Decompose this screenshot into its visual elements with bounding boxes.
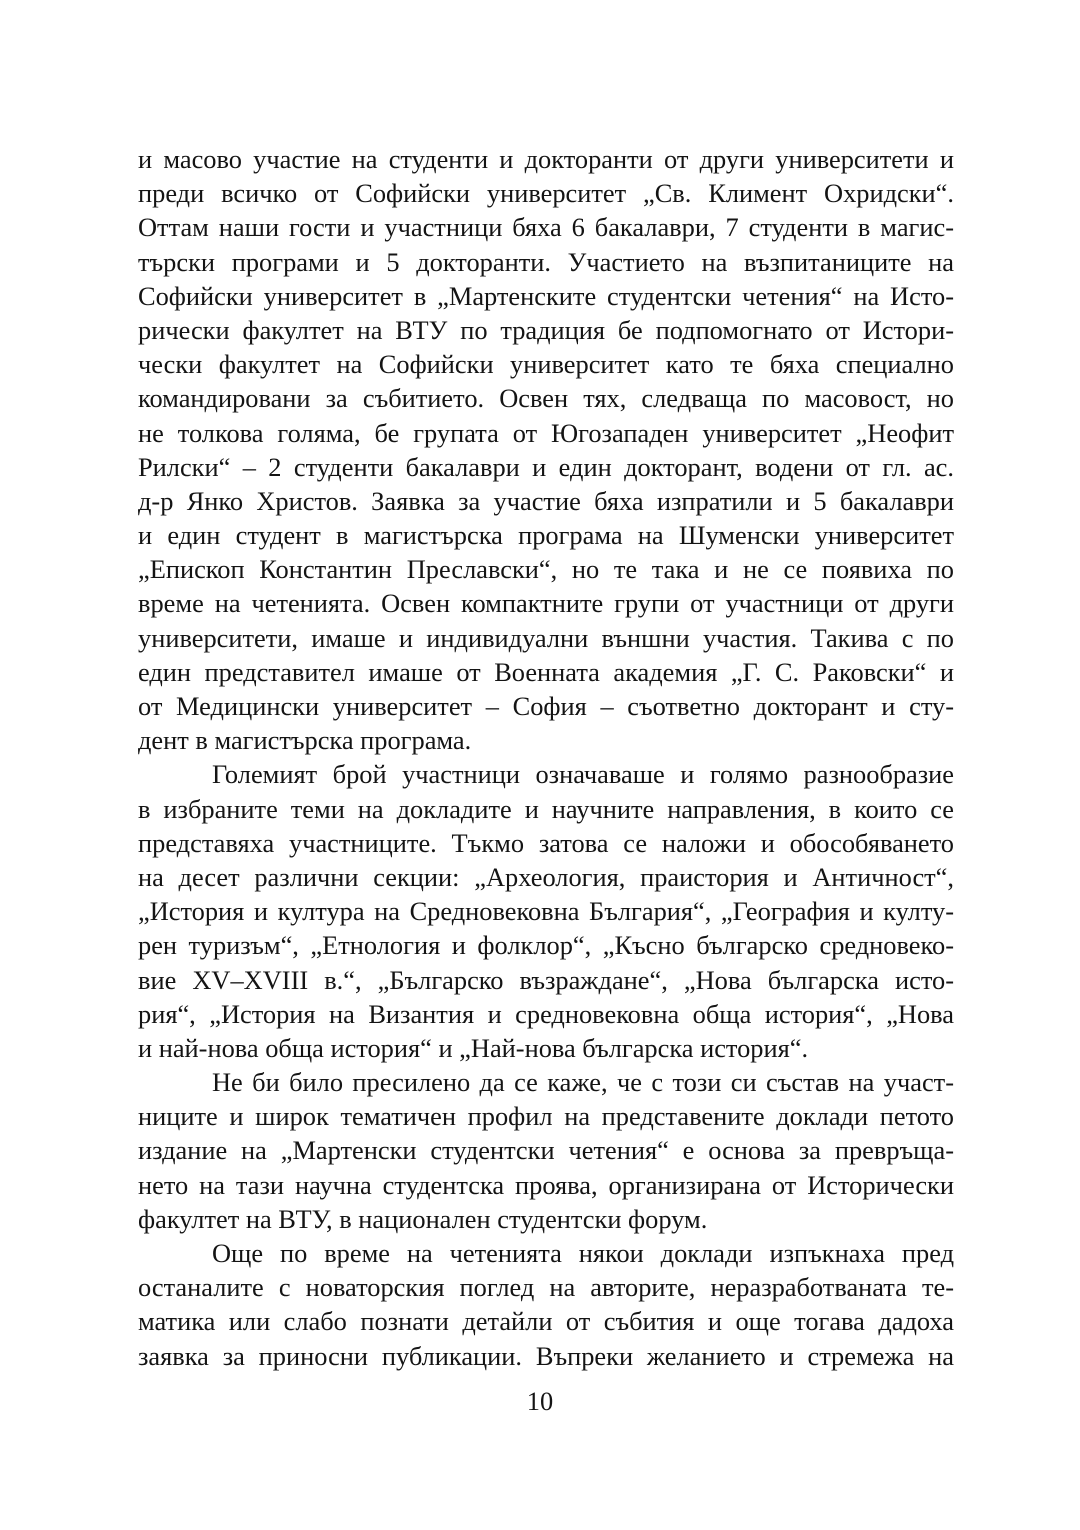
text-line: един представител имаше от Военната академия „Г. С. Раковски“ и [138, 656, 954, 687]
text-line: матика или слабо познати детайли от събития и още тогава дадоха [138, 1306, 954, 1337]
text-line: Оттам наши гости и участници бяха 6 бакалаври, 7 студенти в магис- [138, 212, 954, 243]
text-line: и най-нова обща история“ и „Най-нова българска история“. [138, 1032, 809, 1063]
text-line: д-р Янко Христов. Заявка за участие бяха изпратили и 5 бакалаври [138, 485, 954, 516]
page-number: 10 [526, 1386, 554, 1416]
text-line: вие XV–XVIII в.“, „Българско възраждане“, „Нова българска исто- [138, 964, 954, 995]
text-line: Още по време на четенията някои доклади изпъкнаха пред [212, 1238, 954, 1268]
paragraph-2 [138, 757, 954, 1065]
text-line: Не би било пресилено да се каже, че с този си състав на участ- [212, 1067, 954, 1098]
text-line: факултет на ВТУ, в национален студентски форум. [138, 1203, 708, 1234]
text-line: „Епископ Константин Преславски“, но те така и не се появиха по [138, 554, 954, 585]
text-line: дент в магистърска програма. [138, 725, 472, 756]
body-text [138, 142, 954, 1373]
text-line: Големият брой участници означаваше и голямо разнообразие [212, 759, 954, 790]
text-line: университети, имаше и индивидуални външни участия. Такива с по [138, 622, 954, 653]
text-line: рически факултет на ВТУ по традиция бе подпомогнато от Истори- [138, 314, 954, 345]
text-line: останалите с новаторския поглед на авторите, неразработваната те- [138, 1272, 954, 1303]
text-line: и масово участие на студенти и докторанти от други университети и [138, 144, 954, 174]
text-line: рия“, „История на Византия и средновековна обща история“, „Нова [138, 998, 954, 1029]
paragraph-4 [138, 1236, 954, 1373]
text-line: не толкова голяма, бе групата от Югозападен университет „Неофит [138, 417, 954, 448]
text-line: време на четенията. Освен компактните групи от участници от други [138, 588, 954, 619]
text-line: и един студент в магистърска програма на Шуменски университет [138, 520, 954, 551]
text-line: Рилски“ – 2 студенти бакалаври и един докторант, водени от гл. ас. [138, 451, 954, 482]
text-line: нето на тази научна студентска проява, организирана от Исторически [138, 1169, 954, 1200]
text-line: от Медицински университет – София – съответно докторант и сту- [138, 691, 954, 721]
text-line: издание на „Мартенски студентски четения“ е основа за превръща- [138, 1135, 954, 1166]
text-line: Софийски университет в „Мартенските студентски четения“ на Исто- [138, 280, 954, 311]
text-line: командировани за събитието. Освен тях, следваща по масовост, но [138, 383, 954, 414]
paragraph-3 [138, 1065, 954, 1236]
text-line: рен туризъм“, „Етнология и фолклор“, „Късно българско средновеко- [138, 930, 954, 961]
paragraph-1 [138, 142, 954, 757]
text-line: чески факултет на Софийски университет като те бяха специално [138, 349, 954, 380]
text-line: в избраните теми на докладите и научните направления, в които се [138, 793, 954, 824]
text-line: заявка за приносни публикации. Въпреки желанието и стремежа на [138, 1340, 954, 1371]
text-line: на десет различни секции: „Археология, праистория и Античност“, [138, 861, 954, 892]
text-line: преди всичко от Софийски университет „Св. Климент Охридски“. [138, 178, 954, 209]
text-line: търски програми и 5 докторанти. Участието на възпитаниците на [138, 246, 954, 277]
text-line: „История и култура на Средновековна България“, „География и култу- [138, 896, 954, 927]
text-line: представяха участниците. Тъкмо затова се наложи и обособяването [138, 827, 954, 858]
text-line: ниците и широк тематичен профил на представените доклади петото [138, 1101, 954, 1132]
